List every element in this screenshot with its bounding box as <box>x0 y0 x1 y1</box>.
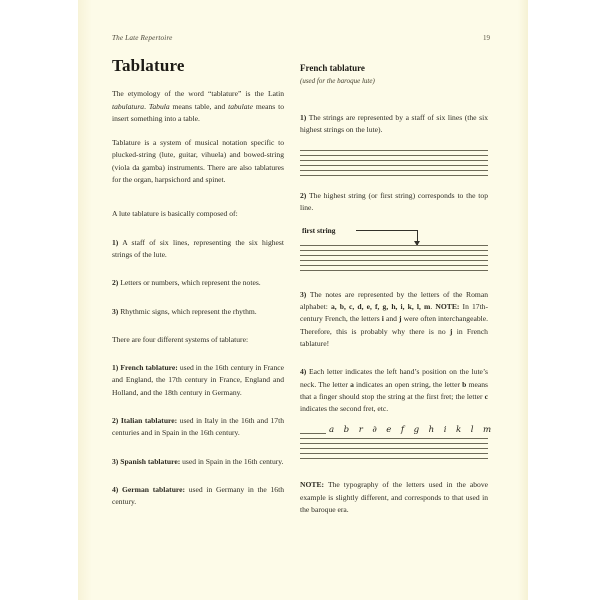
text-run: used in Germany in the 16th century. <box>112 484 284 507</box>
text-run: NOTE: <box>435 302 460 312</box>
staff-line <box>300 438 488 439</box>
text-run: A staff of six lines, representing the six highest strings of the lute. <box>112 237 284 259</box>
list-item-system-4 <box>112 484 284 509</box>
document-page <box>78 0 528 600</box>
list-number: 3) <box>112 306 119 316</box>
staff-line <box>300 165 488 166</box>
list-text <box>112 238 284 259</box>
staff-line <box>300 160 488 161</box>
paragraph-definition <box>112 137 284 186</box>
text-run: tabulate <box>228 101 253 111</box>
paragraph-etymology <box>112 88 284 125</box>
list-item-system-1 <box>112 362 284 399</box>
text-run: Tabula <box>148 101 170 111</box>
tablature-letters: a b r ∂ e f g h i k l m <box>326 424 498 436</box>
staff-line <box>300 250 488 251</box>
list-text <box>112 485 284 506</box>
list-number: 4) <box>300 367 307 377</box>
text-run: Rhythmic signs, which represent the rhythm. <box>118 306 257 316</box>
text-run: used in Spain in the 16th century. <box>180 456 284 466</box>
leader-line-icon <box>356 230 418 231</box>
list-text <box>300 290 488 348</box>
text-run: Tablature is a system of musical notation specific to plucked-string (lute, guitar, vihuela) and bowed-string (viola da gamba) instruments. There are also tablatures for the organ, harpsichord and spinet. <box>112 138 284 185</box>
staff-line <box>300 443 488 444</box>
list-number: 1) <box>112 363 119 373</box>
list-item-composition-2 <box>112 277 284 289</box>
text-run: The notes are represented by the letters of the Roman alphabet: <box>300 289 488 312</box>
text-run: i <box>381 314 384 324</box>
annotation-label: first string <box>302 225 336 235</box>
text-run: a, b, c, d, e, f, g, h, i, k, l, m <box>330 302 431 312</box>
text-run: A lute tablature is basically composed of: <box>112 209 238 219</box>
text-run: in French tablature! <box>300 326 488 348</box>
six-line-staff-annotated <box>300 225 488 275</box>
staff-line <box>300 245 488 246</box>
list-number: 3) <box>112 456 119 466</box>
text-run: . <box>430 302 436 312</box>
list-number: 4) <box>112 484 119 494</box>
page-number: 19 <box>483 34 490 42</box>
staff-line <box>300 270 488 271</box>
text-run: were often interchangeable. Therefore, this is probably why there is no <box>300 314 489 336</box>
text-run: Spanish tablature: <box>118 456 181 466</box>
text-run: used in Italy in the 16th and 17th centuries and in Spain in the 16th century. <box>112 416 284 438</box>
text-run: indicates the second fret, etc. <box>300 404 389 414</box>
text-run: Italian tablature: <box>118 416 178 426</box>
text-run: French tablature: <box>118 363 178 373</box>
list-item-french-1 <box>300 112 488 137</box>
text-run: and <box>383 314 399 324</box>
subsection-title: French tablature <box>300 63 365 73</box>
staff-line <box>300 453 488 454</box>
text-run: Each letter indicates the left hand’s position on the lute’s neck. The letter <box>300 367 488 389</box>
list-number: 1) <box>300 112 307 122</box>
text-run: NOTE: <box>300 480 325 490</box>
staff-line <box>300 260 488 261</box>
staff-line <box>300 265 488 266</box>
text-run: . <box>144 101 149 111</box>
six-line-staff <box>300 146 488 176</box>
list-item-french-4 <box>300 366 488 415</box>
staff-line <box>300 150 488 151</box>
list-text <box>118 307 256 316</box>
staff-line <box>300 448 488 449</box>
list-number: 1) <box>112 237 119 247</box>
text-run: means table, and <box>169 101 229 111</box>
staff-line <box>300 458 488 459</box>
text-run: used in the 16th century in France and England, the 17th century in France, England and Holland, and the 18th century in Germany. <box>112 363 285 397</box>
left-column <box>112 56 285 525</box>
text-run: indicates an open string, the letter <box>353 379 463 389</box>
text-run: The highest string (or first string) corresponds to the top line. <box>300 191 488 213</box>
staff-line <box>300 155 488 156</box>
list-item-system-3 <box>112 456 284 468</box>
text-run: tabulatura <box>112 101 145 111</box>
paragraph-systems-intro: There are four different systems of tablature: <box>112 334 249 344</box>
list-item-french-3 <box>300 289 488 350</box>
staff-line <box>300 170 488 171</box>
staff-line <box>300 175 488 176</box>
list-text <box>300 191 488 212</box>
right-column <box>300 60 495 526</box>
page-title: Tablature <box>112 56 185 75</box>
text-run: b <box>462 379 467 389</box>
list-item-composition-3 <box>112 306 284 318</box>
list-number: 3) <box>300 289 307 299</box>
list-text <box>300 367 488 413</box>
text-run: German tablature: <box>118 484 186 494</box>
text-run: In 17th-century French, the letters <box>300 302 489 324</box>
text-run: j <box>449 326 453 336</box>
text-run: The typography of the letters used in the above example is slightly different, and corresponds to that used in the baroque era. <box>300 480 488 515</box>
list-number: 2) <box>112 416 119 426</box>
final-note <box>300 479 488 516</box>
paragraph-composed-of-intro <box>112 208 284 220</box>
list-text <box>112 416 284 437</box>
list-text <box>112 363 284 397</box>
list-text <box>300 113 488 134</box>
list-item-french-2 <box>300 190 488 215</box>
text-run: a <box>350 379 354 389</box>
text-run: Letters or numbers, which represent the notes. <box>118 278 261 288</box>
staff-lines-group <box>300 245 488 273</box>
text-run: means that a finger should stop the string at the first fret; the letter <box>300 379 488 401</box>
running-head: The Late Repertoire <box>112 34 173 42</box>
text-run: The etymology of the word “tablature” is the Latin <box>112 89 284 99</box>
text-run: c <box>484 391 488 401</box>
text-run: j <box>399 314 402 324</box>
list-item-system-2 <box>112 415 284 440</box>
six-line-staff-with-letters <box>300 425 495 461</box>
list-number: 2) <box>300 191 307 201</box>
text-run: The strings are represented by a staff of six lines (the six highest strings on the lute). <box>300 112 488 134</box>
list-number: 2) <box>112 278 119 288</box>
list-text <box>118 278 260 287</box>
staff-line <box>300 255 488 256</box>
text-run: means to insert something into a table. <box>112 101 284 123</box>
subsection-caption: (used for the baroque lute) <box>300 77 375 86</box>
list-text <box>118 457 283 466</box>
list-item-composition-1 <box>112 237 284 262</box>
